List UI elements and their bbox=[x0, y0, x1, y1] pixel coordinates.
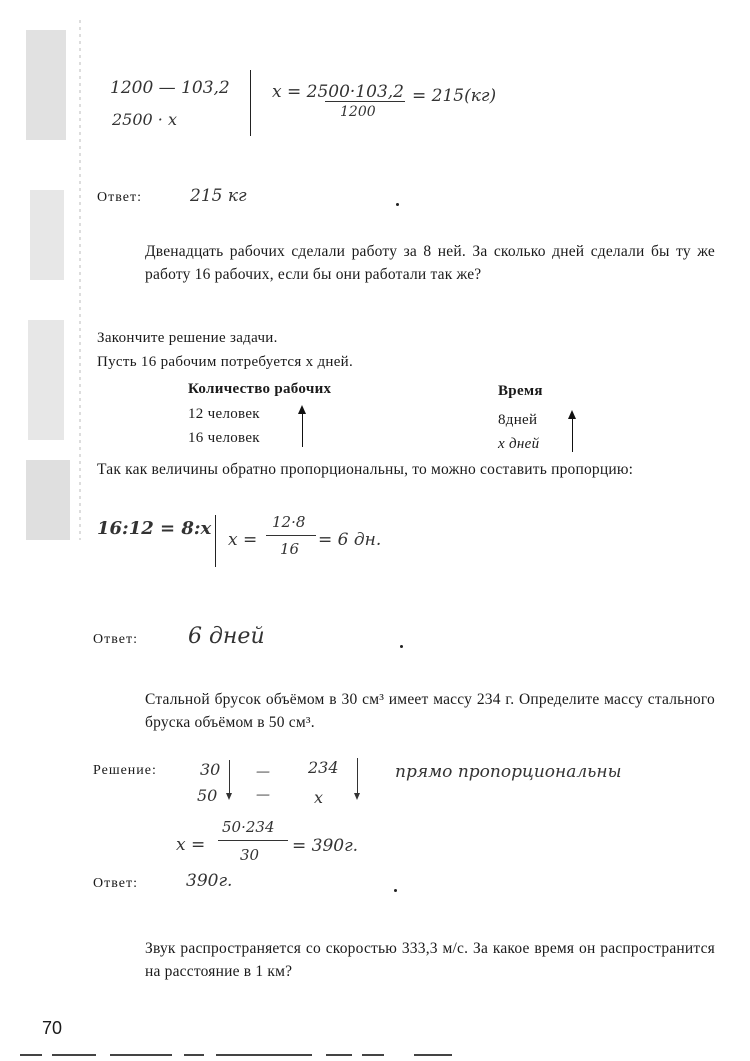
task3-volume-arrow-icon bbox=[229, 760, 230, 794]
task1-answer-label: Ответ: bbox=[97, 190, 142, 205]
bottom-rule-3 bbox=[110, 1054, 172, 1056]
task3-x-eq: x = bbox=[176, 835, 206, 855]
task3-numerator: 50·234 bbox=[222, 818, 275, 836]
task3-problem-text: Стальной брусок объёмом в 30 см³ имеет массу 234 г. Определите массу стального бруска объёмом в 50 см³. bbox=[145, 691, 715, 731]
bottom-rule-6 bbox=[326, 1054, 352, 1056]
task2-solution-denominator: 16 bbox=[280, 540, 300, 558]
task2-solution-result: = 6 дн. bbox=[318, 530, 382, 550]
task2-answer-dot bbox=[400, 645, 403, 648]
task4-problem-text: Звук распространяется со скоростью 333,3 м/с. За какое время он распространится на расстояние в 1 км? bbox=[145, 940, 715, 980]
task3-note: прямо пропорциональны bbox=[395, 762, 622, 782]
task3-row2-right: x bbox=[314, 788, 324, 807]
task1-answer-value: 215 кг bbox=[190, 186, 247, 206]
bottom-rule-5 bbox=[216, 1054, 312, 1056]
task3-answer-label: Ответ: bbox=[93, 876, 138, 891]
bottom-rule-4 bbox=[184, 1054, 204, 1056]
task2-fraction-bar bbox=[266, 535, 316, 536]
task2-time-arrow-icon bbox=[572, 418, 573, 452]
task2-col2-header: Время bbox=[498, 383, 543, 399]
task1-work-line1: 1200 — 103,2 bbox=[110, 78, 230, 98]
task2-row2-col2: x дней bbox=[498, 436, 540, 452]
task3-fraction-bar bbox=[218, 840, 288, 841]
task1-fraction-bar bbox=[325, 101, 405, 102]
task2-answer-value: 6 дней bbox=[188, 624, 265, 649]
task2-workers-arrow-icon bbox=[302, 413, 303, 447]
bottom-rule-7 bbox=[362, 1054, 384, 1056]
task1-work-line2: 2500 · x bbox=[112, 110, 177, 129]
page-number: 70 bbox=[42, 1018, 63, 1038]
task2-row2-col1: 16 человек bbox=[188, 430, 260, 446]
task3-result: = 390г. bbox=[292, 836, 359, 856]
task3-dash-2: — bbox=[256, 787, 270, 803]
task2-row1-col2: 8дней bbox=[498, 412, 538, 428]
task2-solution-numerator: 12·8 bbox=[272, 513, 306, 531]
task2-conclusion: Так как величины обратно пропорциональны, то можно составить пропорцию: bbox=[97, 461, 634, 478]
task2-answer-label: Ответ: bbox=[93, 632, 138, 647]
task3-answer-value: 390г. bbox=[186, 871, 233, 891]
bottom-rule-8 bbox=[414, 1054, 452, 1056]
task1-work-denominator: 1200 bbox=[340, 104, 376, 120]
scan-margin-texture bbox=[18, 20, 90, 540]
task2-problem-text: Двенадцать рабочих сделали работу за 8 ней. За сколько дней сделали бы ту же работу 16 рабочих, если бы они работали так же? bbox=[145, 243, 715, 283]
task3-dash-1: — bbox=[256, 764, 270, 780]
task1-answer-dot bbox=[396, 203, 399, 206]
task2-separator bbox=[215, 515, 216, 567]
task1-separator bbox=[250, 70, 251, 136]
task3-row2-left: 50 bbox=[197, 786, 218, 805]
task2-instruction: Закончите решение задачи. bbox=[97, 330, 278, 346]
task3-mass-arrow-icon bbox=[357, 758, 358, 794]
task2-assumption: Пусть 16 рабочим потребуется x дней. bbox=[97, 354, 354, 370]
task2-proportion: 16:12 = 8:x bbox=[97, 518, 212, 539]
task1-work-right: x = 2500·103,2 bbox=[272, 82, 404, 102]
task3-row1-left: 30 bbox=[200, 760, 221, 779]
bottom-rule-2 bbox=[52, 1054, 96, 1056]
task2-row1-col1: 12 человек bbox=[188, 406, 260, 422]
task1-work-result: = 215(кг) bbox=[412, 86, 497, 106]
task3-denominator: 30 bbox=[240, 846, 260, 864]
task3-answer-dot bbox=[394, 889, 397, 892]
task2-solution-x: x = bbox=[228, 530, 258, 550]
task2-col1-header: Количество рабочих bbox=[188, 381, 332, 397]
bottom-rule-1 bbox=[20, 1054, 42, 1056]
task3-row1-right: 234 bbox=[308, 758, 339, 777]
task3-solution-label: Решение: bbox=[93, 763, 157, 778]
